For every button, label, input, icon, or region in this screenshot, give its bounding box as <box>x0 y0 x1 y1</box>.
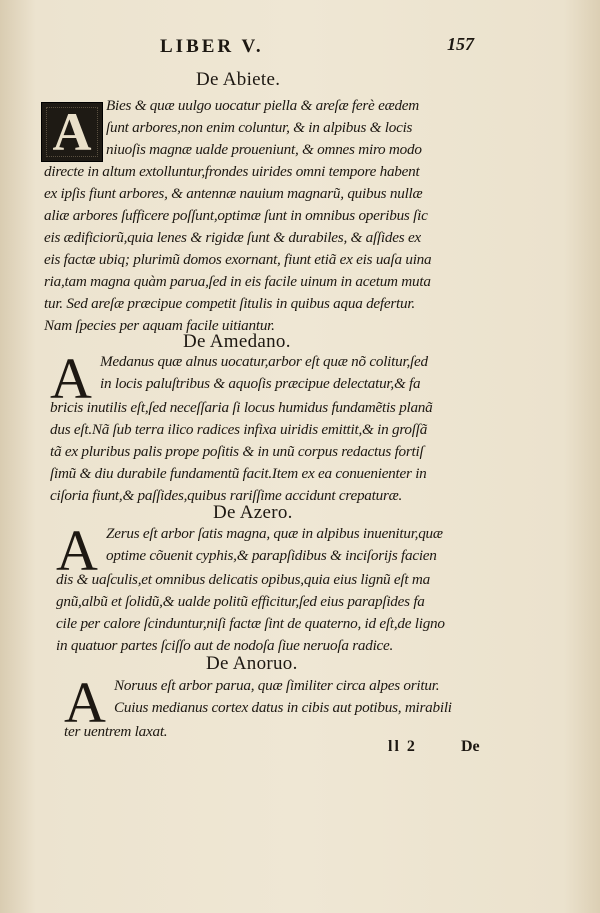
signature-mark: ll 2 <box>388 738 417 755</box>
text-line: Nam ſpecies per aquam facile uitiantur. <box>44 317 275 334</box>
text-line: Cuius medianus cortex datus in cibis aut potibus, mirabili <box>114 699 452 716</box>
text-line: in locis paluſtribus & aquoſis præcipue delectatur,& fa <box>100 375 421 392</box>
text-line: ciſoria fiunt,& paſſides,quibus rariſſime accidunt crepaturæ. <box>50 487 403 504</box>
text-line: in quatuor partes ſciſſo aut de nodoſa ſiue neruoſa radice. <box>56 637 394 654</box>
decorated-initial: A <box>41 102 103 162</box>
text-line: gnũ,albũ et ſolidũ,& ualde politũ efficitur,ſed eius parapſides fa <box>56 593 425 610</box>
text-line: ter uentrem laxat. <box>64 723 168 740</box>
section-heading-abiete: De Abiete. <box>196 69 281 90</box>
section-heading-azero: De Azero. <box>213 502 293 523</box>
section-heading-anoruo: De Anoruo. <box>206 653 298 674</box>
text-line: cile per calore ſcinduntur,niſi factæ ſint de quaterno, id eſt,de ligno <box>56 615 445 632</box>
text-line: Zerus eſt arbor ſatis magna, quæ in alpibus inuenitur,quæ <box>106 525 443 542</box>
text-line: tur. Sed areſæ præcipue competit ſitulis in quibus aqua defertur. <box>44 295 415 312</box>
text-line: dus eſt.Nã ſub terra ilico radices infixa uiridis emittit,& in groſſã <box>50 421 428 438</box>
running-head: LIBER V. <box>160 36 264 57</box>
text-line: Medanus quæ alnus uocatur,arbor eſt quæ nõ colitur,ſed <box>100 353 428 370</box>
text-line: eis ædificiorũ,quia lenes & rigidæ ſunt & durabiles, & aſſides ex <box>44 229 421 246</box>
text-line: directe in altum extolluntur,frondes uirides omni tempore habent <box>44 163 420 180</box>
text-line: eis factæ ubiq; plurimũ domos exornant, fiunt etiã ex eis uaſa uina <box>44 251 432 268</box>
section-initial: A <box>56 518 98 583</box>
section-initial: A <box>64 670 106 735</box>
text-line: ex ipſis fiunt arbores, & antennæ nauium magnarũ, quibus nullæ <box>44 185 423 202</box>
catchword: De <box>461 738 480 755</box>
text-line: optime cõuenit cyphis,& parapſidibus & inciſorijs facien <box>106 547 437 564</box>
text-line: tã ex pluribus palis prope poſitis & in unũ corpus redactus fortiſ <box>50 443 424 460</box>
section-initial: A <box>50 346 92 411</box>
text-line: niuoſis magnæ ualde proueniunt, & omnes miro modo <box>106 141 422 158</box>
text-line: aliæ arbores ſufficere poſſunt,optimæ ſunt in omnibus operibus ſic <box>44 207 428 224</box>
folio-number: 157 <box>447 34 474 54</box>
text-line: dis & uaſculis,et omnibus delicatis opibus,quia eius lignũ eſt ma <box>56 571 430 588</box>
text-line: bricis inutilis eſt,ſed neceſſaria ſi locus humidus fundamẽtis planã <box>50 399 433 416</box>
section-heading-amedano: De Amedano. <box>183 331 291 352</box>
text-line: ſunt arbores,non enim coluntur, & in alpibus & locis <box>106 119 413 136</box>
text-line: Noruus eſt arbor parua, quæ ſimiliter circa alpes oritur. <box>114 677 440 694</box>
text-line: Bies & quæ uulgo uocatur piella & areſæ ferè eædem <box>106 97 420 114</box>
text-line: ſimũ & diu durabile fundamentũ facit.Item ex ea conuenienter in <box>50 465 427 482</box>
text-line: ria,tam magna quàm parua,ſed in eis facile uinum in acetum muta <box>44 273 431 290</box>
